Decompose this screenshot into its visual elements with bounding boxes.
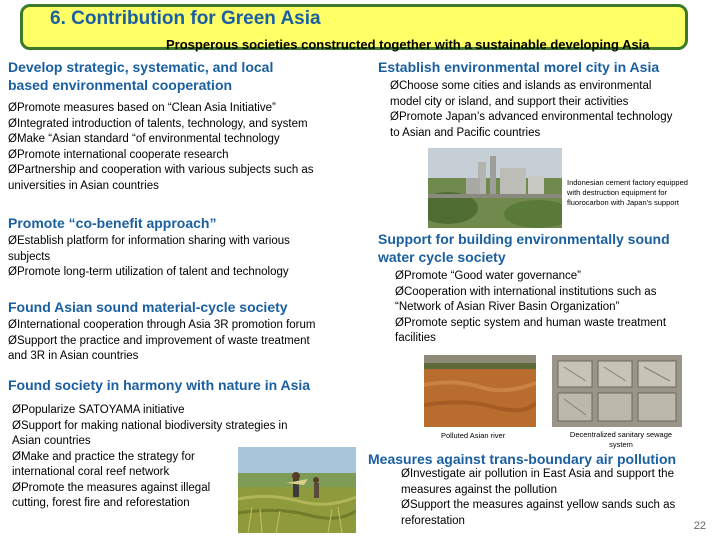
list-item: ØSupport for making national biodiversity strategies in bbox=[12, 419, 288, 432]
list-item: ØPopularize SATOYAMA initiative bbox=[12, 404, 185, 416]
right-heading-model-city: Establish environmental morel city in Asia bbox=[378, 59, 660, 75]
right-heading-water-cycle: Support for building environmentally sound water cycle society bbox=[378, 231, 670, 265]
left-list-material-cycle bbox=[8, 318, 316, 365]
cement-factory-photo bbox=[428, 148, 562, 228]
right-list-water-cycle bbox=[395, 269, 666, 347]
list-item: ØPartnership and cooperation with various subjects such as bbox=[8, 164, 314, 176]
list-item: subjects bbox=[8, 250, 51, 263]
page-number: 22 bbox=[693, 520, 706, 532]
left-list-strategic bbox=[8, 101, 314, 194]
list-item: ØPromote Japan’s advanced environmental technology bbox=[390, 111, 673, 123]
list-item: ØPromote measures based on “Clean Asia Initiative” bbox=[8, 102, 276, 114]
list-item: ØInternational cooperation through Asia 3R promotion forum bbox=[8, 319, 316, 331]
list-item: measures against the pollution bbox=[401, 483, 557, 496]
sewage-system-photo bbox=[552, 355, 682, 427]
list-item: international coral reef network bbox=[12, 466, 170, 478]
list-item: to Asian and Pacific countries bbox=[390, 126, 541, 139]
right-list-air-pollution bbox=[401, 467, 675, 529]
list-item: “Network of Asian River Basin Organization” bbox=[395, 301, 620, 313]
list-item: ØPromote the measures against illegal bbox=[12, 481, 211, 494]
list-item: ØSupport the practice and improvement of waste treatment bbox=[8, 334, 310, 347]
list-item: ØPromote “Good water governance” bbox=[395, 270, 582, 282]
list-item: reforestation bbox=[401, 514, 465, 527]
right-heading-air-pollution: Measures against trans-boundary air pollution bbox=[368, 451, 677, 467]
list-item: ØPromote septic system and human waste treatment bbox=[395, 316, 667, 329]
rice-field-photo bbox=[238, 447, 356, 533]
polluted-river-caption: Polluted Asian river bbox=[441, 431, 506, 440]
sewage-system-caption: Decentralized sanitary sewage system bbox=[569, 430, 673, 449]
page-title: 6. Contribution for Green Asia bbox=[50, 8, 321, 29]
left-heading-material-cycle: Found Asian sound material-cycle society bbox=[8, 299, 288, 315]
list-item: ØEstablish platform for information sharing with various bbox=[8, 235, 290, 247]
left-list-cobenefit bbox=[8, 234, 290, 281]
list-item: ØInvestigate air pollution in East Asia and support the bbox=[401, 468, 674, 480]
left-heading-nature: Found society in harmony with nature in Asia bbox=[8, 377, 311, 393]
left-heading-cobenefit: Promote “co-benefit approach” bbox=[8, 215, 217, 231]
cement-factory-caption: Indonesian cement factory equipped with destruction equipment for fluorocarbon with Japan’s support bbox=[567, 178, 688, 207]
list-item: ØPromote long-term utilization of talent and technology bbox=[8, 266, 289, 278]
list-item: and 3R in Asian countries bbox=[8, 350, 139, 362]
list-item: universities in Asian countries bbox=[8, 179, 159, 192]
list-item: Asian countries bbox=[12, 435, 91, 447]
list-item: ØSupport the measures against yellow sands such as bbox=[401, 499, 676, 511]
list-item: ØIntegrated introduction of talents, technology, and system bbox=[8, 117, 308, 130]
list-item: cutting, forest fire and reforestation bbox=[12, 497, 190, 509]
list-item: model city or island, and support their activities bbox=[390, 95, 629, 108]
left-heading-strategic: Develop strategic, systematic, and local based environmental cooperation bbox=[8, 59, 274, 93]
list-item: ØChoose some cities and islands as environmental bbox=[390, 80, 652, 92]
right-list-model-city bbox=[390, 79, 672, 141]
list-item: ØPromote international cooperate research bbox=[8, 148, 229, 161]
page-subtitle: Prosperous societies constructed together with a sustainable developing Asia bbox=[166, 37, 650, 52]
polluted-river-photo bbox=[424, 355, 536, 427]
list-item: ØMake “Asian standard “of environmental technology bbox=[8, 133, 280, 145]
list-item: ØCooperation with international institutions such as bbox=[395, 285, 657, 298]
list-item: ØMake and practice the strategy for bbox=[12, 450, 195, 463]
list-item: facilities bbox=[395, 332, 436, 344]
